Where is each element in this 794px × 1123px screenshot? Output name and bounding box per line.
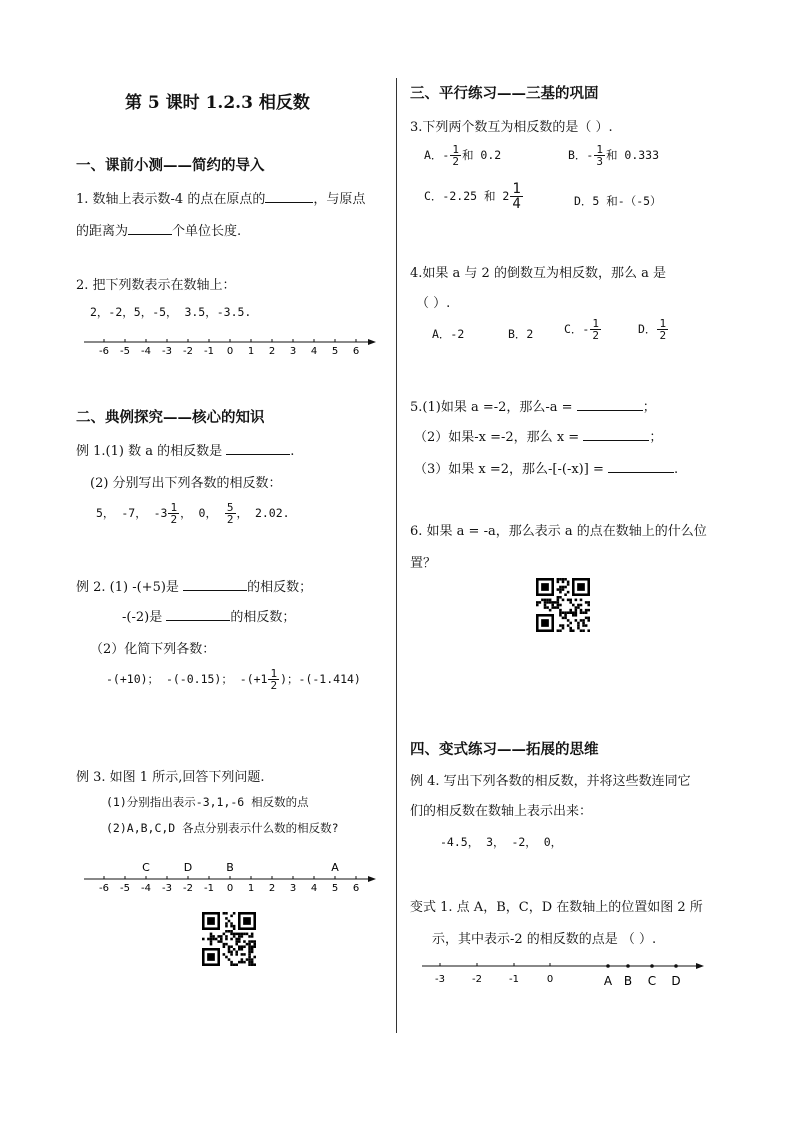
axis-point-label: D [671, 974, 681, 988]
question-4-option-c: C．- $\frac{1}{2}$ [564, 317, 599, 342]
question-4-option-d: D． $\frac{1}{2}$ [638, 317, 667, 342]
axis-tick-label: 3 [289, 883, 297, 894]
axis-tick-label: 0 [226, 346, 234, 357]
section-2-heading: 二、典例探究——核心的知识 [76, 409, 265, 426]
fraction: $\frac{1}{4}$ [512, 181, 521, 212]
axis-tick-label: 1 [247, 346, 255, 357]
example-2-line-3: （2）化简下列各数： [90, 642, 216, 657]
axis-tick-label: -2 [472, 974, 482, 985]
example-1-line-1: 例 1.(1) 数 a 的相反数是 . [76, 444, 295, 459]
number-line-q2 [80, 330, 380, 360]
section-4-heading: 四、变式练习——拓展的思维 [410, 741, 599, 758]
axis-tick-label: -6 [99, 883, 109, 894]
variant-1-line-2: 示，其中表示-2 的相反数的点是 （ ）. [432, 932, 657, 947]
fraction: $\frac{1}{3}$ [596, 143, 603, 168]
axis-tick-label: 4 [310, 883, 318, 894]
axis-tick-label: -1 [509, 974, 519, 985]
axis-tick-label: -3 [162, 346, 172, 357]
question-3-option-c: C．-2.25 和 2 $\frac{1}{4}$ [424, 181, 521, 212]
example-1-numbers: 5， -7， -3 $\frac{1}{2}$ ， 0， $\frac{5}{2}$ ， 2.02. [96, 501, 290, 526]
axis-point-label: C [647, 974, 657, 988]
question-4-option-a: A．-2 [432, 327, 465, 341]
question-4-option-b: B．2 [508, 327, 534, 341]
axis-point-label: A [603, 974, 613, 988]
axis-tick-label: 6 [352, 883, 360, 894]
column-divider [396, 78, 397, 1033]
axis-tick-label: -1 [204, 883, 214, 894]
example-2-expressions: -(+10)； -(-0.15)； -(+1 $\frac{1}{2}$ )；-(-1.414) [106, 667, 361, 692]
example-3-line-3: (2)A,B,C,D 各点分别表示什么数的相反数? [106, 821, 339, 835]
axis-tick-label: -2 [183, 883, 193, 894]
axis-point-label: B [226, 861, 234, 874]
number-line-figure-1 [80, 855, 380, 899]
question-4-line-2: （ ）. [416, 296, 451, 311]
question-2-numbers: 2，-2，5，-5， 3.5，-3.5. [90, 305, 252, 319]
question-3-option-d: D．5 和-（-5） [574, 194, 662, 208]
axis-tick-label: -4 [141, 883, 151, 894]
axis-points [142, 861, 339, 874]
axis-arrow [368, 876, 376, 882]
fraction: $\frac{1}{2}$ [270, 667, 278, 692]
axis-point-label: C [142, 861, 150, 874]
qr-code-1[interactable] [202, 912, 256, 966]
example-2-line-1: 例 2. (1) -(+5)是 的相反数； [76, 580, 313, 595]
axis-tick-label: -1 [204, 346, 214, 357]
question-4-line-1: 4.如果 a 与 2 的倒数互为相反数，那么 a 是 [410, 266, 666, 281]
question-5-part-1: 5.(1)如果 a =-2，那么-a = ； [410, 400, 656, 415]
axis-point-dot [626, 964, 630, 968]
axis-points [604, 964, 681, 988]
axis-tick-label: 2 [268, 883, 276, 894]
axis-tick-label: 5 [331, 883, 339, 894]
axis-tick-label: -2 [183, 346, 193, 357]
qr-code-2[interactable] [536, 578, 590, 632]
fraction: $\frac{1}{2}$ [170, 501, 178, 526]
question-1-line-1: 1. 数轴上表示数-4 的点在原点的 ，与原点 [76, 192, 366, 207]
axis-point-dot [674, 964, 678, 968]
example-3-line-1: 例 3. 如图 1 所示,回答下列问题. [76, 770, 265, 785]
axis-tick-label: 5 [331, 346, 339, 357]
answer-blank[interactable] [577, 398, 643, 411]
axis-point-label: A [331, 861, 339, 874]
axis-tick-label: 1 [247, 883, 255, 894]
question-3: 3.下列两个数互为相反数的是（ ）. [410, 120, 613, 135]
fraction: $\frac{1}{2}$ [452, 143, 459, 168]
question-3-option-b: B．- $\frac{1}{3}$ 和 0.333 [568, 143, 660, 168]
question-5-part-2: （2）如果-x =-2，那么 x = ； [414, 430, 663, 445]
axis-tick-label: 0 [226, 883, 234, 894]
number-line-figure-2 [420, 956, 710, 996]
answer-blank[interactable] [128, 222, 172, 235]
question-3-option-a: A．- $\frac{1}{2}$ 和 0.2 [424, 143, 502, 168]
axis-tick-label: -3 [162, 883, 172, 894]
axis-tick-label: -3 [435, 974, 445, 985]
example-3-line-2: (1)分别指出表示-3,1,-6 相反数的点 [106, 795, 309, 809]
axis-point-dot [650, 964, 654, 968]
axis-tick-label: 0 [546, 974, 554, 985]
answer-blank[interactable] [183, 578, 247, 591]
example-1-line-2: (2) 分别写出下列各数的相反数： [90, 476, 282, 491]
axis-tick-label: -5 [120, 883, 130, 894]
question-2: 2. 把下列数表示在数轴上： [76, 278, 236, 293]
variant-1-line-1: 变式 1. 点 A，B，C，D 在数轴上的位置如图 2 所 [410, 900, 703, 915]
answer-blank[interactable] [166, 608, 230, 621]
fraction: $\frac{1}{2}$ [592, 317, 599, 342]
question-6-line-1: 6. 如果 a = -a，那么表示 a 的点在数轴上的什么位 [410, 524, 707, 539]
answer-blank[interactable] [226, 442, 290, 455]
axis-tick-label: 4 [310, 346, 318, 357]
lesson-title: 第 5 课时 1.2.3 相反数 [125, 93, 310, 113]
axis-tick-label: -5 [120, 346, 130, 357]
section-3-heading: 三、平行练习——三基的巩固 [410, 85, 599, 102]
fraction: $\frac{5}{2}$ [226, 501, 234, 526]
answer-blank[interactable] [583, 428, 649, 441]
question-5-part-3: （3）如果 x =2，那么-[-(-x)] = . [414, 462, 679, 477]
answer-blank[interactable] [265, 190, 313, 203]
axis-tick-label: 2 [268, 346, 276, 357]
axis-tick-label: -6 [99, 346, 109, 357]
axis-point-dot [606, 964, 610, 968]
example-2-line-2: -(-2)是 的相反数； [122, 610, 296, 625]
question-6-line-2: 置？ [410, 556, 437, 571]
axis-tick-label: -4 [141, 346, 151, 357]
axis-arrow [368, 339, 376, 345]
question-1-line-2: 的距离为 个单位长度. [76, 224, 242, 239]
answer-blank[interactable] [608, 460, 674, 473]
section-1-heading: 一、课前小测——简约的导入 [76, 157, 265, 174]
example-4-line-1: 例 4. 写出下列各数的相反数，并将这些数连同它 [410, 774, 691, 789]
axis-tick-label: 3 [289, 346, 297, 357]
axis-point-label: D [183, 861, 193, 874]
example-4-line-2: 们的相反数在数轴上表示出来： [410, 804, 593, 819]
example-4-numbers: -4.5， 3， -2， 0， [440, 835, 563, 849]
fraction: $\frac{1}{2}$ [659, 317, 667, 342]
axis-arrow [696, 963, 704, 969]
axis-tick-label: 6 [352, 346, 360, 357]
axis-point-label: B [623, 974, 633, 988]
